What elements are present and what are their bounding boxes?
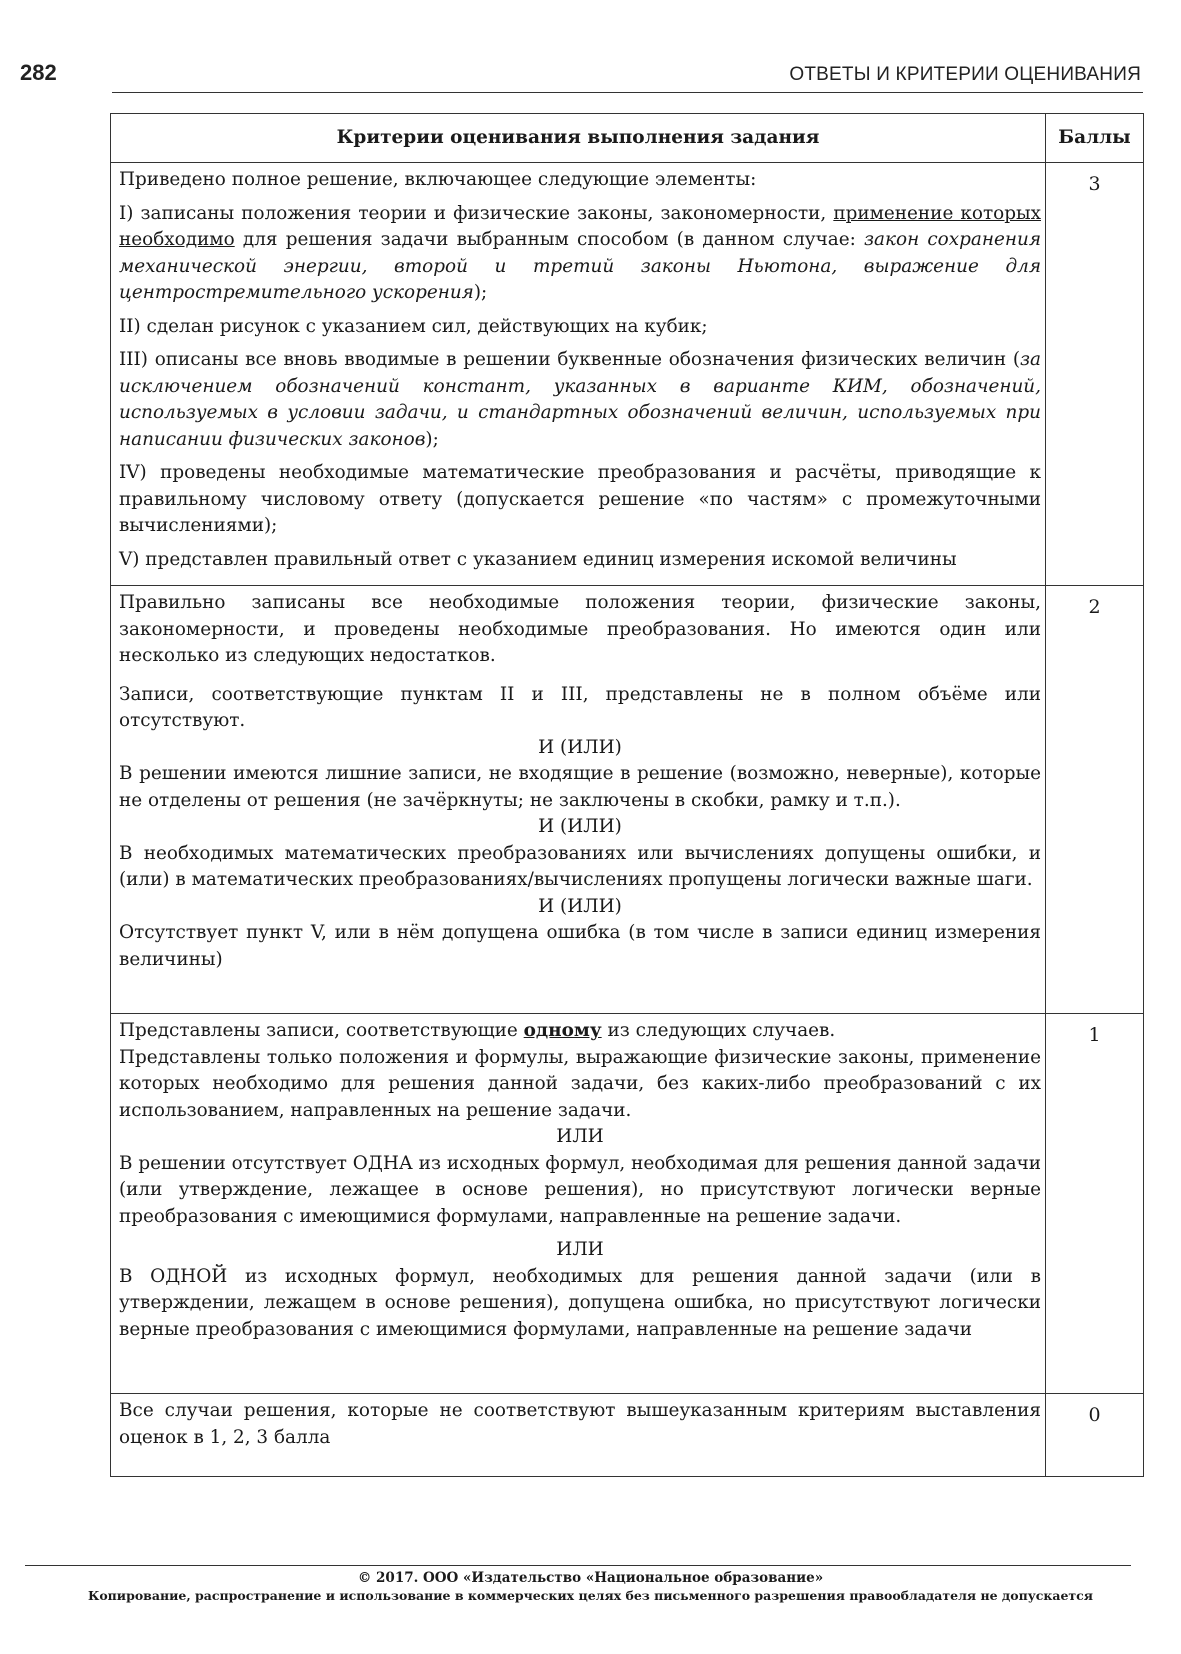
row3-item-4: IV) проведены необходимые математические преобразования и расчёты, приводящие к правильному числовому ответу (допускается решение «по частям» с промежуточными вычислениями); [119, 462, 1041, 536]
row1-case-3: В ОДНОЙ из исходных формул, необходимых для решения данной задачи (или в утверждении, лежащем в основе решения), допущена ошибка, но присутствуют логически верные преобразования с имеющимися формулами, направленные на решение задачи [119, 1265, 1041, 1340]
row1-case-1: Представлены только положения и формулы, выражающие физические законы, применение которых необходимо для решения данной задачи, без каких-либо преобразований с их использованием, направленных на решение задачи. [119, 1046, 1041, 1121]
column-header-points: Баллы [1046, 114, 1144, 163]
row1-intro: Представлены записи, соответствующие одному из следующих случаев. [119, 1020, 836, 1041]
row2-intro: Правильно записаны все необходимые положения теории, физические законы, закономерности, и проведены необходимые преобразования. Но имеются один или несколько из следующих недостатков. [119, 592, 1041, 666]
table-header-row [111, 114, 1144, 163]
row3-points: 3 [1046, 163, 1144, 586]
row0-points: 0 [1046, 1394, 1144, 1477]
row2-separator-1: И (ИЛИ) [538, 736, 622, 758]
footer-divider [25, 1565, 1131, 1566]
row0-text: Все случаи решения, которые не соответствуют вышеуказанным критериям выставления оценок в 1, 2, 3 балла [119, 1400, 1041, 1448]
row2-separator-3: И (ИЛИ) [538, 895, 622, 917]
row1-points: 1 [1046, 1014, 1144, 1394]
row3-item-1: I) записаны положения теории и физические законы, закономерности, применение которых необходимо для решения задачи выбранным способом (в данном случае: закон сохранения механической энергии, второй и третий законы Ньютона, выражение для центростремительного ускорения); [119, 202, 1041, 303]
row1-case-2: В решении отсутствует ОДНА из исходных формул, необходимая для решения данной задачи (или утверждение, лежащее в основе решения), но присутствуют логически верные преобразования с имеющимися формулами, направленные на решение задачи. [119, 1152, 1041, 1227]
row2-deficiency-3: В необходимых математических преобразованиях или вычислениях допущены ошибки, и (или) в математических преобразованиях/вычислениях пропущены логически важные шаги. [119, 842, 1041, 890]
header-divider [112, 92, 1143, 93]
criteria-table [110, 113, 1144, 1477]
row2-deficiency-1: Записи, соответствующие пунктам II и III, представлены не в полном объёме или отсутствуют. [119, 683, 1041, 731]
row2-deficiency-2: В решении имеются лишние записи, не входящие в решение (возможно, неверные), которые не отделены от решения (не зачёркнуты; не заключены в скобки, рамку и т.п.). [119, 763, 1041, 811]
page-number: 282 [20, 60, 57, 85]
table-row-1-points [111, 1014, 1144, 1394]
table-row-3-points [111, 163, 1144, 586]
row3-intro: Приведено полное решение, включающее следующие элементы: [119, 169, 757, 190]
row2-deficiency-4: Отсутствует пункт V, или в нём допущена ошибка (в том числе в записи единиц измерения величины) [119, 922, 1041, 970]
table-row-2-points [111, 586, 1144, 1014]
table-row-0-points [111, 1394, 1144, 1477]
copyright-notice: Копирование, распространение и использование в коммерческих целях без письменного разрешения правообладателя не допускается [87, 1588, 1094, 1603]
running-title: ОТВЕТЫ И КРИТЕРИИ ОЦЕНИВАНИЯ [789, 64, 1141, 85]
row3-item-2: II) сделан рисунок с указанием сил, действующих на кубик; [119, 315, 708, 337]
row1-separator-2: ИЛИ [556, 1239, 604, 1260]
row3-item-5: V) представлен правильный ответ с указанием единиц измерения искомой величины [119, 548, 957, 570]
column-header-criteria: Критерии оценивания выполнения задания [111, 114, 1046, 163]
row2-points: 2 [1046, 586, 1144, 1014]
row3-item-3: III) описаны все вновь вводимые в решении буквенные обозначения физических величин (за исключением обозначений констант, указанных в варианте КИМ, обозначений, используемых в условии задачи, и стандартных обозначений величин, используемых при написании физических законов); [119, 349, 1041, 450]
copyright-line: © 2017. ООО «Издательство «Национальное образование» [357, 1570, 824, 1586]
row2-separator-2: И (ИЛИ) [538, 816, 622, 837]
row1-separator-1: ИЛИ [556, 1126, 604, 1147]
